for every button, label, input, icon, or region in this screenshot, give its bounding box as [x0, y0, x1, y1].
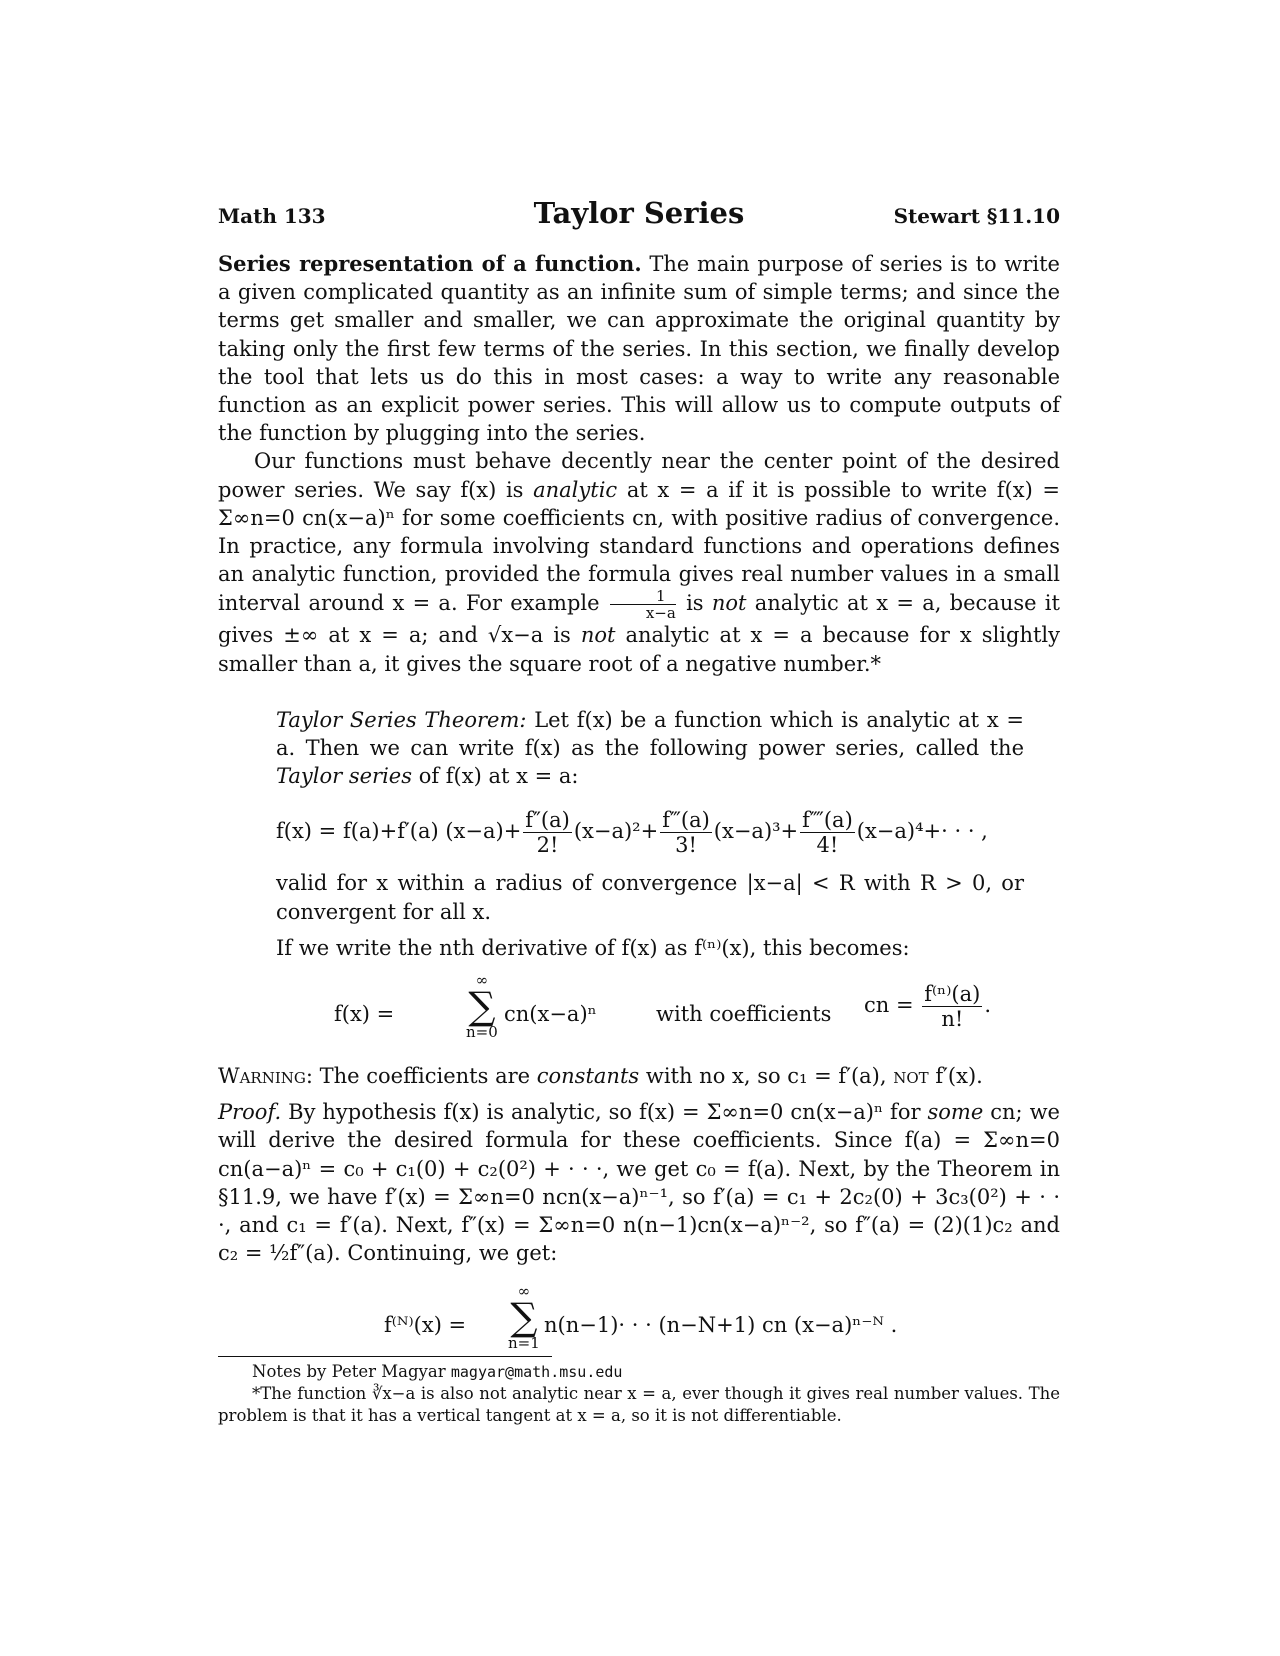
analytic-text-b: at x = a if it is possible to write f(x) = Σ∞n=0 cn(x−a)ⁿ for some coefficients cn, with positive radius of convergence. In practice, any formula involving standard functions and operations defines an analytic function, provided the formula gives real number values in a small interval around x = a. For example [218, 477, 1060, 616]
warning-line [218, 1062, 1060, 1090]
analytic-text-e: analytic at x = a because for x slightly smaller than a, it gives the square root of a negative number.* [218, 623, 1060, 676]
footnotes [218, 1356, 1060, 1427]
proof-text-b: cn; we will derive the desired formula for these coefficients. Since f(a) = Σ∞n=0 cn(a−a)ⁿ = c₀ + c₁(0) + c₂(0²) + · · ·, we get c₀ = f(a). Next, by the Theorem in §11.9, we have f′(x) = Σ∞n=0 ncn(x−a)ⁿ⁻¹, so f′(a) = c₁ + 2c₂(0) + 3c₃(0²) + · · ·, and c₁ = f′(a). Next, f″(x) = Σ∞n=0 n(n−1)cn(x−a)ⁿ⁻², so f″(a) = (2)(1)c₂ and c₂ = ½f″(a). Continuing, we get: [218, 1100, 1060, 1266]
nth-derivative-intro: If we write the nth derivative of f(x) as f⁽ⁿ⁾(x), this becomes: [276, 935, 910, 960]
frac-den: 3! [675, 833, 697, 858]
author-email[interactable]: magyar@math.msu.edu [450, 1363, 623, 1381]
author-line [218, 1361, 1060, 1383]
taylor-expansion-equation [276, 808, 1024, 857]
course-label: Math 133 [218, 204, 326, 228]
convergence-condition: valid for x within a radius of convergence |x−a| < R with R > 0, or convergent for all x. [276, 871, 1024, 924]
cn-fraction [922, 982, 982, 1031]
theorem-text-a: Let f(x) be a function which is analytic at x = a. Then we can write f(x) as the following power series, called the [276, 707, 1024, 761]
sum-lhs: f(x) = [334, 1002, 395, 1027]
proof-label: Proof. [218, 1100, 282, 1125]
proof-text-a: By hypothesis f(x) is analytic, so f(x) = Σ∞n=0 cn(x−a)ⁿ for [288, 1100, 921, 1125]
analytic-text-a: Our functions must behave decently near the center point of the desired power series. We say f(x) is [218, 449, 1060, 502]
theorem-text-b: of f(x) at x = a: [418, 764, 579, 789]
page-title: Taylor Series [533, 196, 745, 230]
warning-text-a: The coefficients are [319, 1064, 531, 1089]
footnote-rule [218, 1356, 552, 1357]
warning-label: Warning: [218, 1064, 313, 1089]
proof-paragraph [218, 1098, 1060, 1267]
sigma-n1 [508, 1283, 540, 1351]
constants-emphasis: constants [536, 1064, 640, 1089]
sum-upper-limit: ∞ [475, 971, 489, 990]
some-emphasis: some [927, 1100, 984, 1125]
warning-text-c: f′(x). [935, 1064, 983, 1089]
fraction-numerator: 1 [610, 588, 676, 605]
taylor-theorem [276, 706, 1024, 1062]
expansion-term-4: (x−a)⁴+· · · , [856, 819, 988, 844]
intro-paragraph [218, 250, 1060, 447]
page-header [218, 194, 1060, 234]
frac-den: 4! [816, 833, 839, 858]
coefficient-formula [864, 982, 991, 1031]
summation-equation [276, 972, 1024, 1062]
analytic-paragraph [218, 447, 1060, 677]
frac-num: f‴(a) [662, 808, 710, 833]
sum-lower-limit: n=0 [466, 1023, 498, 1042]
expansion-term-2: (x−a)²+ [573, 819, 659, 844]
frac-den: 2! [536, 833, 559, 858]
footnote-text: *The function ∛x−a is also not analytic near x = a, ever though it gives real number values. The problem is that it has a vertical tangent at x = a, so it is not differentiable. [218, 1384, 1060, 1425]
theorem-name: Taylor Series Theorem: [276, 707, 527, 732]
sigma-symbol: ∑ [468, 984, 496, 1029]
analytic-text-c: is [686, 591, 704, 616]
nth-lhs: f⁽ᴺ⁾(x) = [384, 1313, 467, 1338]
warning-text-b: with no x, so c₁ = f′(a), [645, 1064, 887, 1089]
nth-derivative-equation [218, 1281, 1060, 1367]
frac-num: f⁽ⁿ⁾(a) [924, 982, 981, 1007]
sigma-n0 [466, 972, 498, 1040]
not-emphasis-2: not [580, 623, 616, 648]
theorem-statement [276, 706, 1024, 791]
third-derivative-fraction [660, 808, 712, 857]
section-reference: Stewart §11.10 [893, 204, 1060, 228]
analytic-term: analytic [533, 477, 618, 502]
not-label: not [893, 1064, 929, 1089]
intro-heading: Series representation of a function. [218, 251, 642, 276]
fourth-derivative-fraction [800, 808, 855, 857]
main-text [218, 250, 1060, 1367]
taylor-series-term: Taylor series [276, 764, 412, 789]
nth-rhs: n(n−1)· · · (n−N+1) cn (x−a)ⁿ⁻ᴺ . [544, 1313, 898, 1338]
expansion-term-3: (x−a)³+ [713, 819, 799, 844]
fraction-one-over-x-minus-a [610, 588, 676, 621]
cn-period: . [984, 993, 992, 1018]
fraction-denominator: x−a [645, 604, 676, 623]
sum-upper-limit: ∞ [517, 1282, 531, 1301]
intro-text: The main purpose of series is to write a given complicated quantity as an infinite sum of simple terms; and since the terms get smaller and smaller, we can approximate the original quantity by taking only the first few terms of the series. In this section, we finally develop the tool that lets us do this in most cases: a way to write any reasonable function as an explicit power series. This will allow us to compute outputs of the function by plugging into the series. [218, 252, 1060, 446]
expansion-lhs: f(x) = f(a)+f′(a) (x−a)+ [276, 819, 522, 844]
frac-den: n! [941, 1007, 964, 1032]
sum-lower-limit: n=1 [508, 1334, 540, 1353]
analytic-text-d: analytic at x = a, because it gives ±∞ at x = a; and √x−a is [218, 591, 1060, 648]
cn-lhs: cn = [864, 993, 914, 1018]
second-derivative-fraction [523, 808, 572, 857]
frac-num: f⁗(a) [802, 808, 853, 833]
not-emphasis-1: not [711, 591, 747, 616]
author-name: Notes by Peter Magyar [252, 1362, 446, 1381]
sigma-symbol: ∑ [510, 1295, 538, 1340]
sum-term: cn(x−a)ⁿ [504, 1002, 597, 1027]
frac-num: f″(a) [525, 808, 570, 833]
with-coefficients-label: with coefficients [656, 1002, 832, 1027]
